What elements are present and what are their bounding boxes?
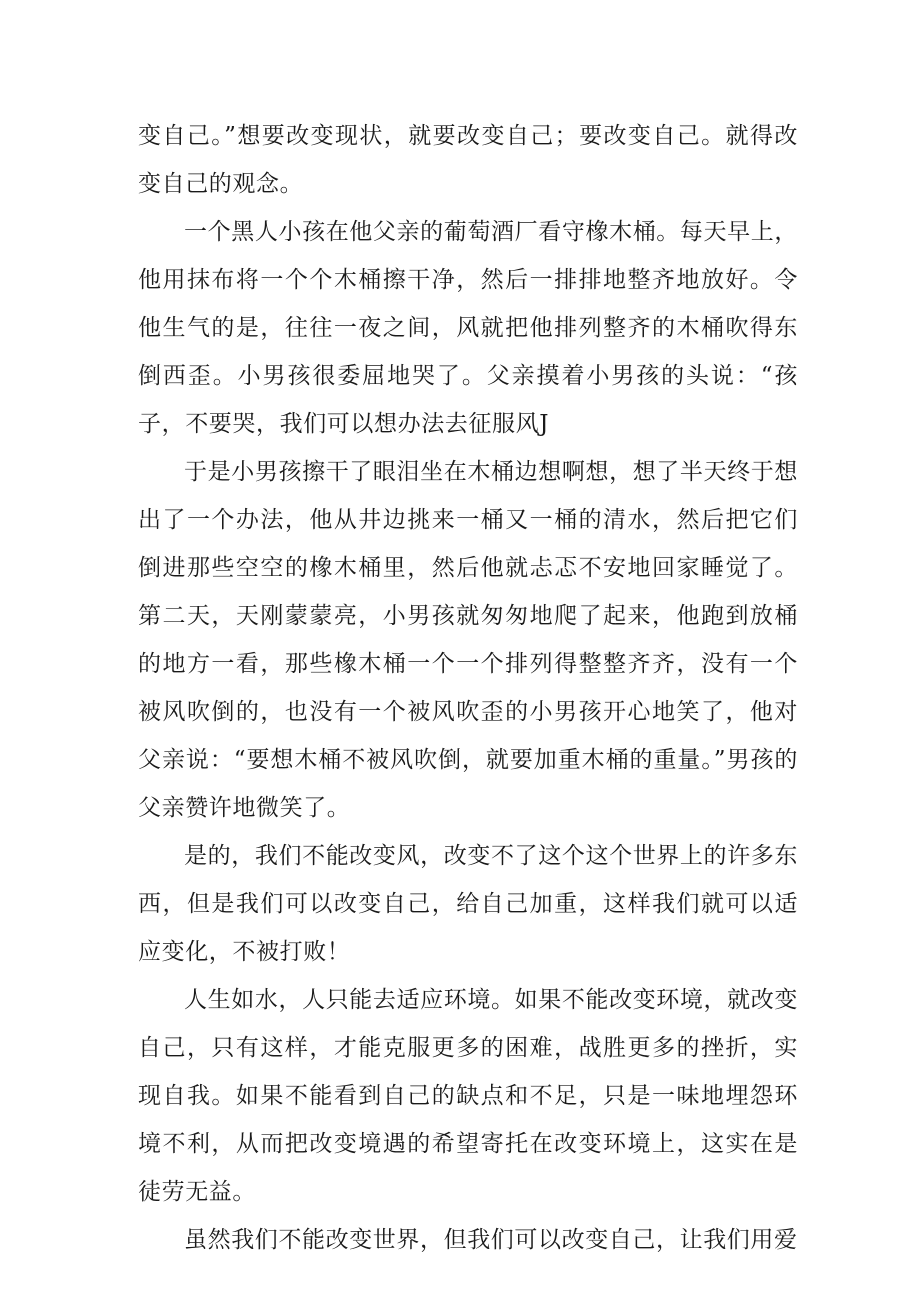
- paragraph-3: 于是小男孩擦干了眼泪坐在木桶边想啊想，想了半天终于想出了一个办法，他从井边挑来一桶又一桶的清水，然后把它们倒进那些空空的橡木桶里，然后他就忐忑不安地回家睡觉了。第二天，天刚蒙蒙亮，小男孩就匆匆地爬了起来，他跑到放桶的地方一看，那些橡木桶一个一个排列得整整齐齐，没有一个被风吹倒的，也没有一个被风吹歪的小男孩开心地笑了，他对父亲说：“要想木桶不被风吹倒，就要加重木桶的重量。”男孩的父亲赞许地微笑了。: [138, 459, 798, 821]
- paragraph-1: 变自己。”想要改变现状，就要改变自己；要改变自己。就得改变自己的观念。: [138, 123, 798, 197]
- article-body: [138, 112, 798, 1264]
- paragraph-5: 人生如水，人只能去适应环境。如果不能改变环境，就改变自己，只有这样，才能克服更多的困难，战胜更多的挫折，实现自我。如果不能看到自己的缺点和不足，只是一味地埋怨环境不利，从而把改变境遇的希望寄托在改变环境上，这实在是徒劳无益。: [138, 987, 798, 1205]
- paragraph-2: 一个黑人小孩在他父亲的葡萄酒厂看守橡木桶。每天早上，他用抹布将一个个木桶擦干净，然后一排排地整齐地放好。令他生气的是，往往一夜之间，风就把他排列整齐的木桶吹得东倒西歪。小男孩很委屈地哭了。父亲摸着小男孩的头说：“孩子，不要哭，我们可以想办法去征服风J: [138, 219, 798, 437]
- paragraph-6: 虽然我们不能改变世界，但我们可以改变自己，让我们用爱: [184, 1227, 798, 1253]
- paragraph-4: 是的，我们不能改变风，改变不了这个这个世界上的许多东西，但是我们可以改变自己，给自己加重，这样我们就可以适应变化，不被打败！: [138, 843, 798, 965]
